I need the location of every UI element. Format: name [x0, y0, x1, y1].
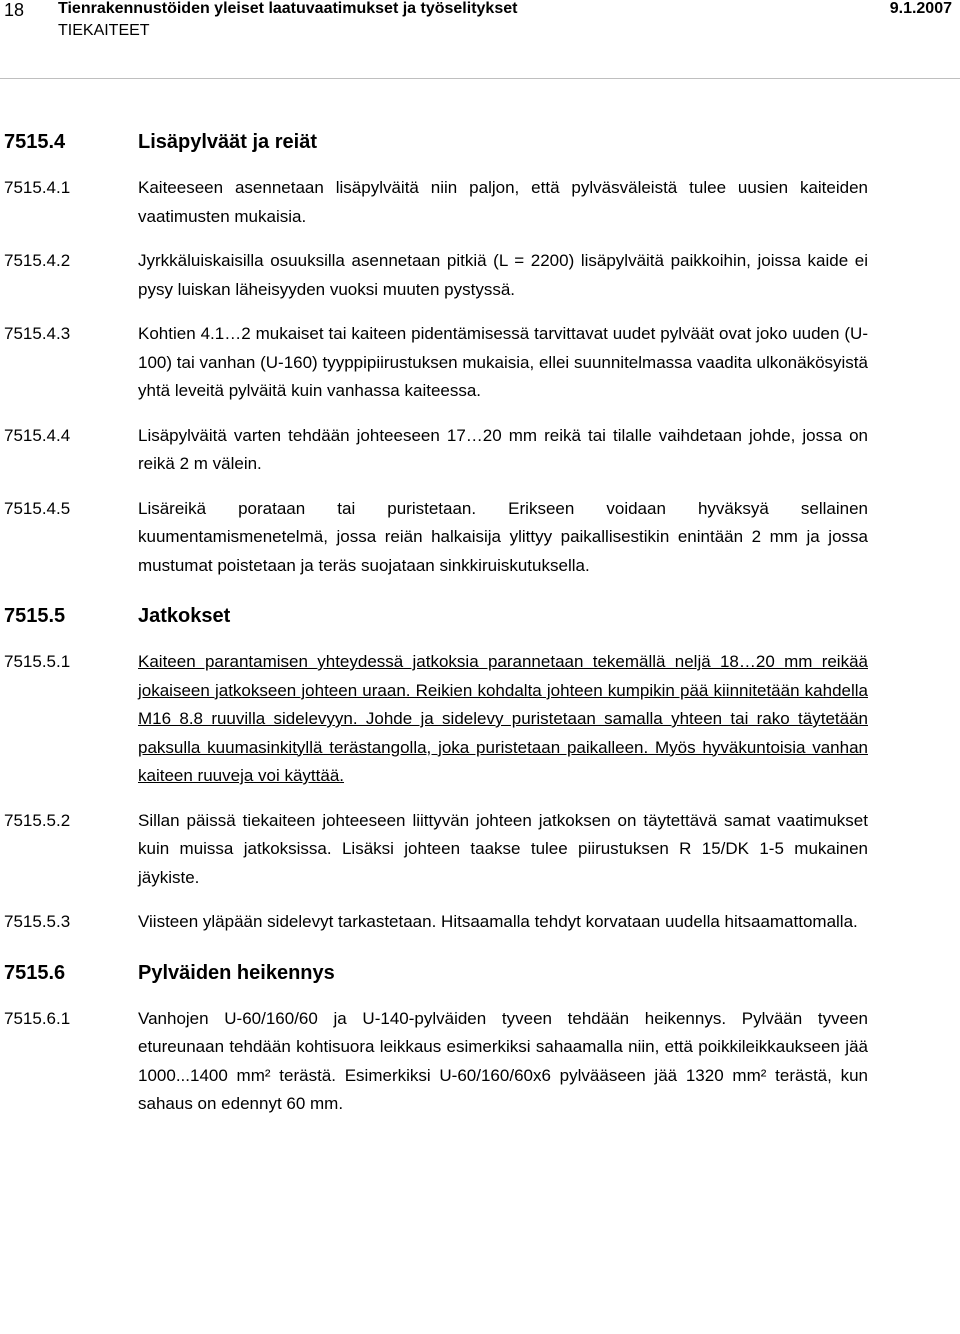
section-title: Pylväiden heikennys	[138, 961, 335, 984]
section-7515-4	[0, 128, 960, 580]
document-title: Tienrakennustöiden yleiset laatuvaatimukset ja työselitykset	[58, 0, 518, 17]
clause-number: 7515.4.2	[4, 251, 71, 270]
section-heading	[0, 959, 960, 987]
section-7515-6	[0, 959, 960, 1119]
clause	[0, 320, 960, 406]
clause	[0, 247, 960, 304]
clause-number: 7515.5.2	[4, 810, 71, 830]
clause-text-underlined: Kaiteen parantamisen yhteydessä jatkoksia parannetaan tekemällä neljä 18…20 mm reikää jokaiseen jatkokseen johteen uraan. Reikien kohdalta johteen kumpikin pää kiinnitetään kahdella M16 8.8 ruuvilla sidelevyyn. Johde ja sidelevy puristetaan samalla yhteen tai rako täytetään paksulla kuumasinkityllä terästangolla, joka puristetaan paikalleen. Myös hyväkuntoisia vanhan kaiteen ruuveja voi käyttää.	[138, 652, 868, 785]
clause-text: Vanhojen U-60/160/60 ja U-140-pylväiden tyveen tehdään heikennys. Pylvään tyveen etureunaan tehdään kohtisuora leikkaus esimerkiksi sahaamalla niin, että poikkileikkaukseen jää 1000...1400 mm² terästä. Esimerkiksi U-60/160/60x6 pylvääseen jää 1320 mm² terästä, kun sahaus on edennyt 60 mm.	[138, 1008, 868, 1113]
clause	[0, 807, 960, 893]
document-body	[0, 128, 960, 1141]
clause-text: Kohtien 4.1…2 mukaiset tai kaiteen pidentämisessä tarvittavat uudet pylväät ovat joko uuden (U-100) tai vanhan (U-160) tyyppipiirustuksen mukaisia, ellei suunnitelmassa vaadita ulkonäkösyistä yhtä leveitä pylväitä kuin vanhassa kaiteessa.	[138, 324, 868, 400]
clause-number: 7515.5.1	[4, 652, 71, 671]
section-title: Lisäpylväät ja reiät	[138, 131, 317, 153]
page-number: 18	[4, 0, 25, 20]
section-heading	[0, 602, 960, 630]
section-heading	[0, 128, 960, 156]
clause	[0, 1005, 960, 1119]
clause-number: 7515.4.4	[4, 425, 71, 445]
clause-number: 7515.5.3	[4, 912, 71, 931]
section-number: 7515.4	[4, 131, 66, 153]
clause-text: Viisteen yläpään sidelevyt tarkastetaan. Hitsaamalla tehdyt korvataan uudella hitsaamattomalla.	[138, 912, 858, 931]
clause-number: 7515.4.1	[4, 178, 71, 197]
clause	[0, 422, 960, 479]
document-subtitle: TIEKAITEET	[58, 22, 150, 39]
clause-text: Lisäpylväitä varten tehdään johteeseen 17…20 mm reikä tai tilalle vaihdetaan johde, jossa on reikä 2 m välein.	[138, 425, 868, 473]
clause-text: Lisäreikä porataan tai puristetaan. Erikseen voidaan hyväksyä sellainen kuumentamismenetelmä, jossa reiän halkaisija ylittyy paikallisestikin enintään 2 mm ja jossa mustumat poistetaan ja teräs suojataan sinkkiruiskutuksella.	[138, 498, 868, 575]
clause-text: Sillan päissä tiekaiteen johteeseen liittyvän johteen jatkoksen on täytettävä samat vaatimukset kuin muissa jatkoksissa. Lisäksi johteen taakse tulee piirustuksen R 15/DK 1-5 mukainen jäykiste.	[138, 810, 868, 887]
section-title: Jatkokset	[138, 605, 231, 627]
clause	[0, 174, 960, 231]
header-divider	[0, 78, 960, 79]
clause-number: 7515.4.5	[4, 498, 71, 518]
section-7515-5	[0, 602, 960, 937]
section-number: 7515.6	[4, 961, 66, 984]
section-number: 7515.5	[4, 605, 66, 627]
document-date: 9.1.2007	[889, 0, 952, 17]
clause-number: 7515.6.1	[4, 1008, 71, 1028]
clause	[0, 495, 960, 581]
clause-text: Kaiteeseen asennetaan lisäpylväitä niin paljon, että pylväsväleistä tulee uusien kaiteiden vaatimusten mukaisia.	[138, 178, 868, 226]
clause-text: Jyrkkäluiskaisilla osuuksilla asennetaan pitkiä (L = 2200) lisäpylväitä paikkoihin, joissa kaide ei pysy luiskan läheisyyden vuoksi muuten pystyssä.	[138, 251, 868, 299]
clause	[0, 648, 960, 791]
clause-number: 7515.4.3	[4, 324, 71, 343]
clause	[0, 908, 960, 937]
